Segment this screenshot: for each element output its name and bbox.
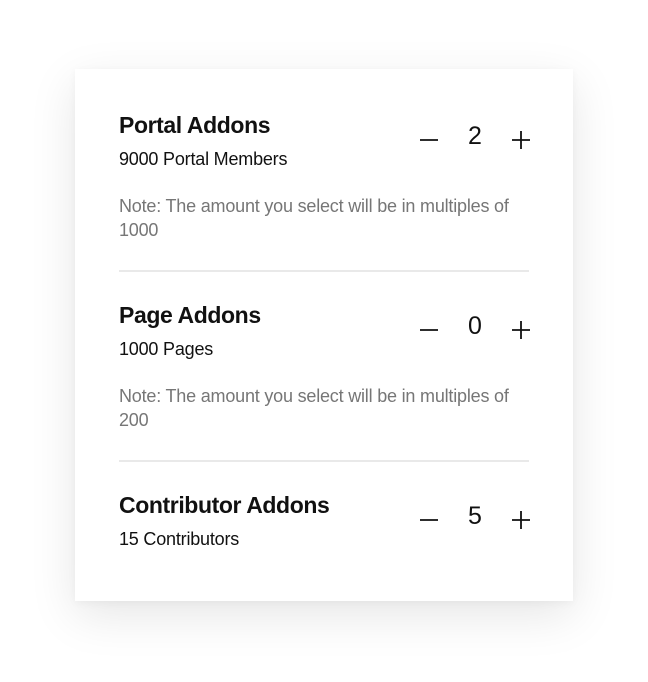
page-addons-increment-button[interactable] (507, 306, 535, 346)
contributor-addons-decrement-button[interactable] (415, 496, 443, 536)
contributor-addons-title: Contributor Addons (119, 492, 330, 518)
minus-icon (418, 129, 440, 151)
contributor-addons-section (119, 492, 529, 562)
portal-addons-note: Note: The amount you select will be in multiples of 1000 (119, 196, 509, 240)
contributor-addons-quantity[interactable]: 5 (468, 502, 482, 530)
portal-addons-increment-button[interactable] (507, 116, 535, 156)
portal-addons-stepper (415, 116, 535, 156)
minus-icon (418, 319, 440, 341)
contributor-addons-increment-button[interactable] (507, 496, 535, 536)
plus-icon (510, 509, 532, 531)
page-addons-section (119, 302, 529, 442)
page-addons-title: Page Addons (119, 302, 261, 328)
section-divider (119, 460, 529, 462)
addons-card (75, 69, 573, 601)
page-addons-note: Note: The amount you select will be in multiples of 200 (119, 386, 509, 430)
page-addons-stepper (415, 306, 535, 346)
minus-icon (418, 509, 440, 531)
contributor-addons-subtitle: 15 Contributors (119, 529, 240, 549)
plus-icon (510, 129, 532, 151)
portal-addons-quantity[interactable]: 2 (468, 122, 482, 150)
section-divider (119, 270, 529, 272)
contributor-addons-stepper (415, 496, 535, 536)
page-addons-subtitle: 1000 Pages (119, 339, 214, 359)
page-addons-quantity[interactable]: 0 (468, 312, 482, 340)
plus-icon (510, 319, 532, 341)
portal-addons-section (119, 112, 529, 252)
portal-addons-title: Portal Addons (119, 112, 271, 138)
portal-addons-decrement-button[interactable] (415, 116, 443, 156)
page-addons-decrement-button[interactable] (415, 306, 443, 346)
portal-addons-subtitle: 9000 Portal Members (119, 149, 288, 169)
